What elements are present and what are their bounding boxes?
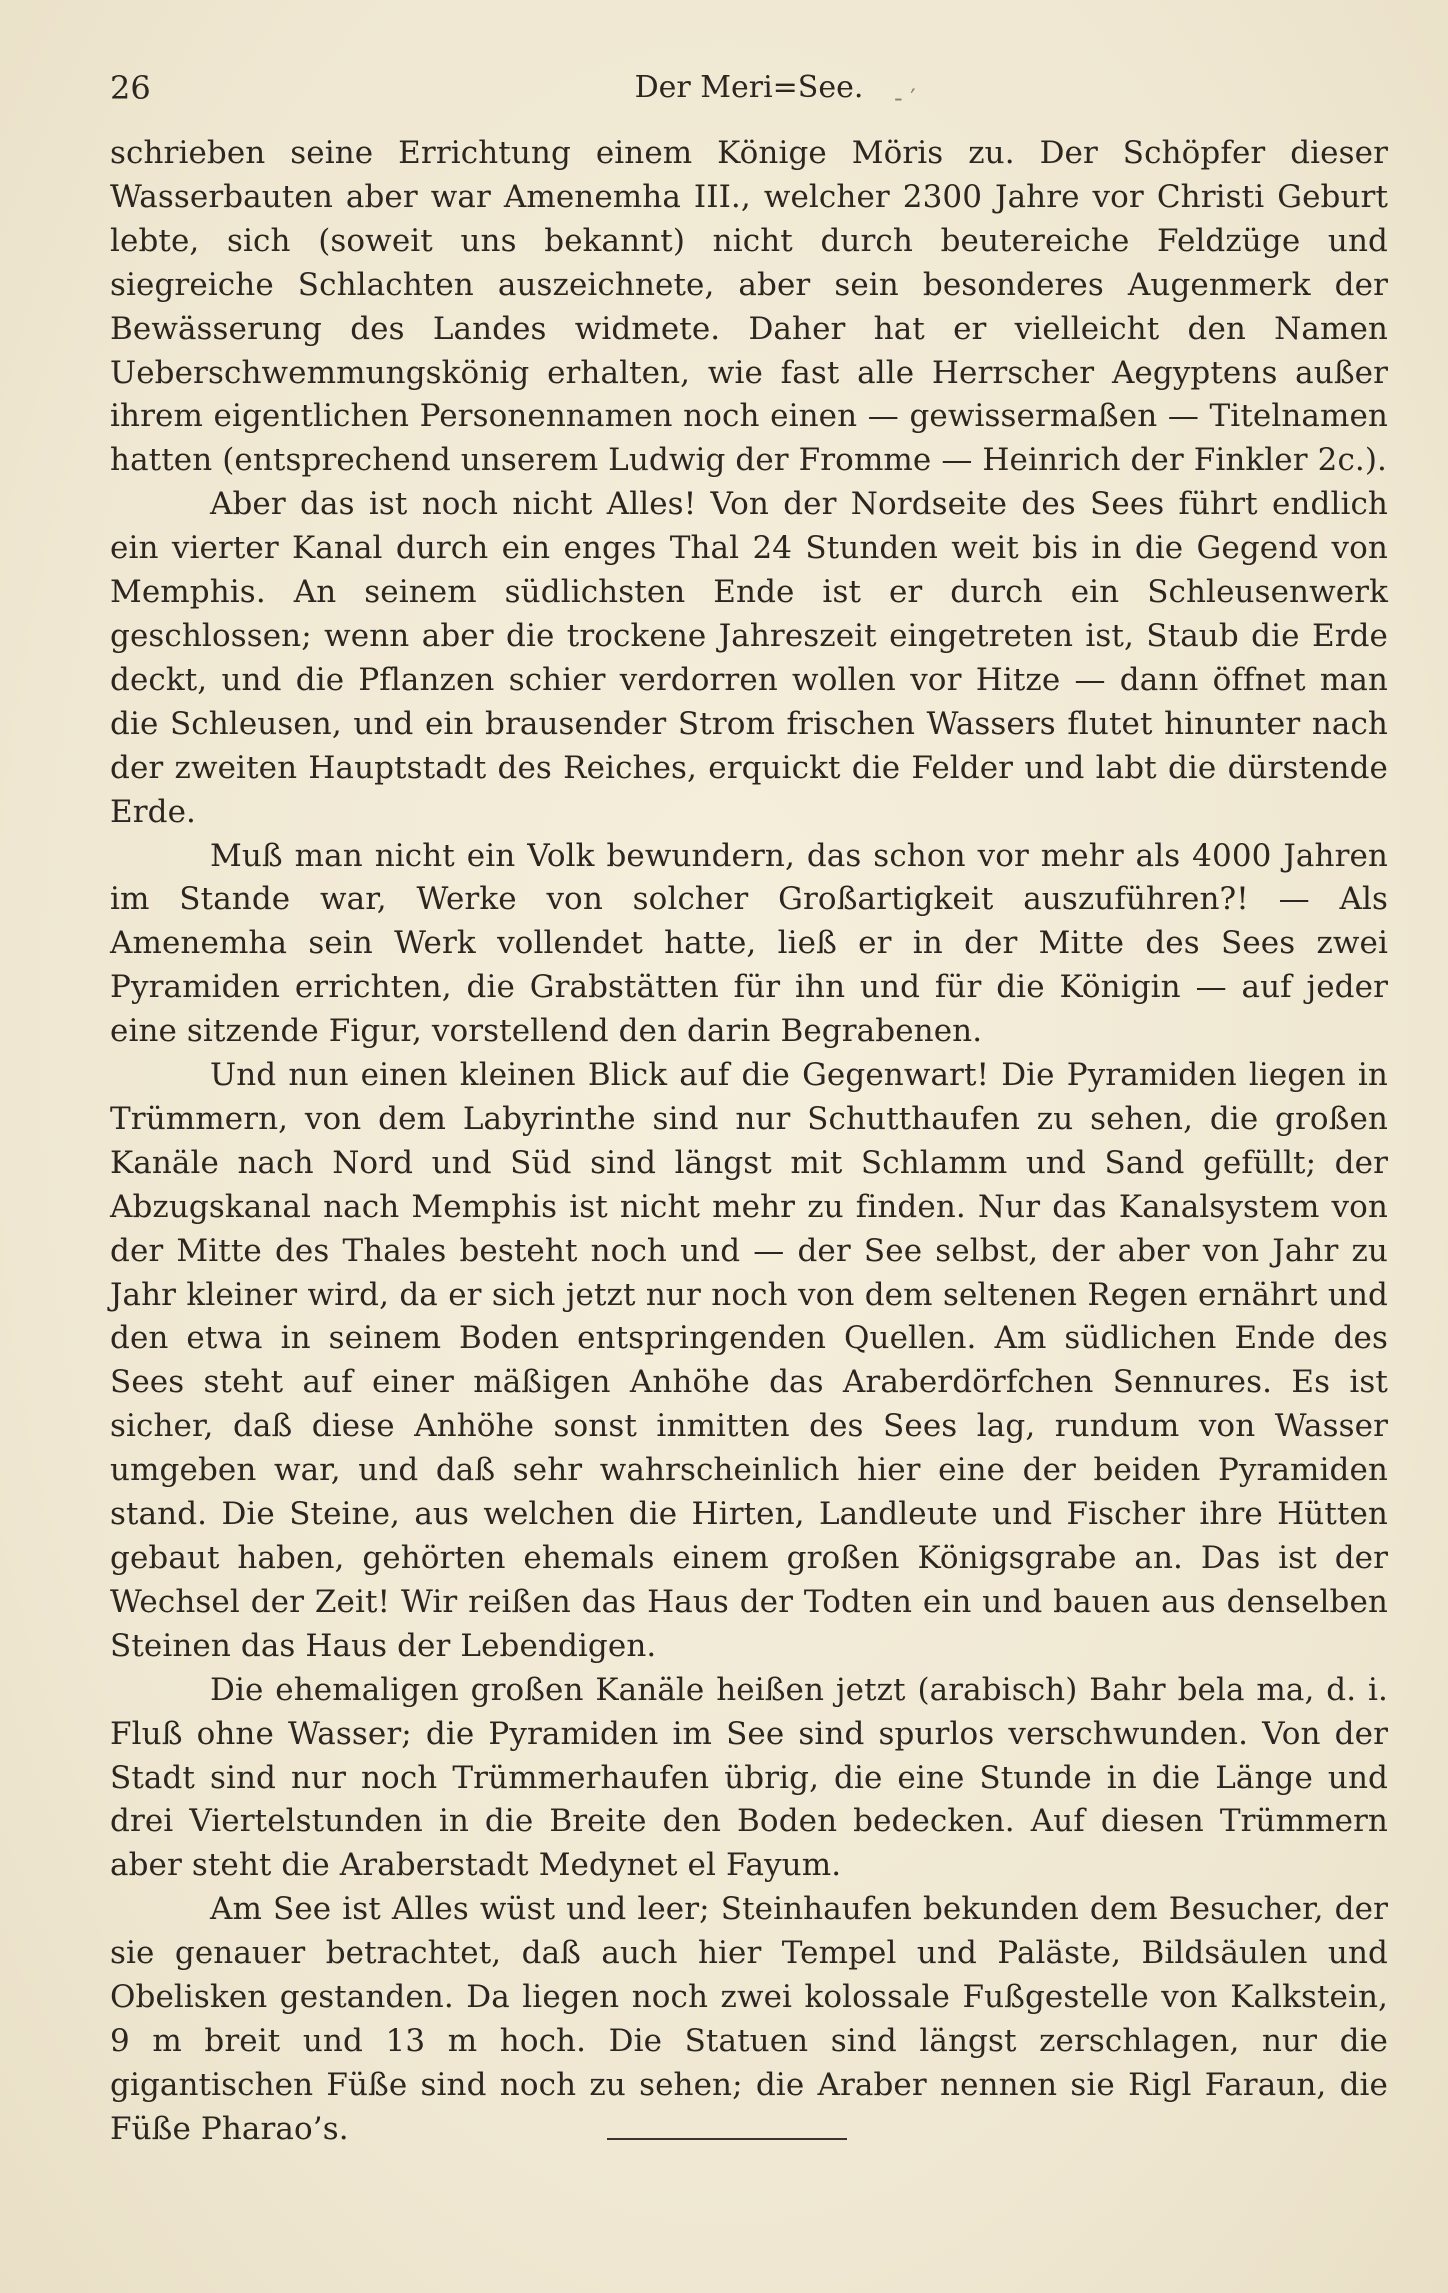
closing-rule bbox=[607, 2138, 847, 2140]
paragraph-2: Aber das ist noch nicht Alles! Von der Nordseite des Sees führt endlich ein vierter Kanal durch ein enges Thal 24 Stunden weit bis in die Gegend von Memphis. An seinem südlichsten Ende ist er durch ein Schleusenwerk geschlossen; wenn aber die trockene Jahreszeit eingetreten ist, Staub die Erde deckt, und die Pflanzen schier verdorren wollen vor Hitze — dann öffnet man die Schleusen, und ein brausender Strom frischen Wassers flutet hinunter nach der zweiten Hauptstadt des Reiches, erquickt die Felder und labt die dürstende Erde. bbox=[110, 486, 1388, 830]
paragraph-3: Muß man nicht ein Volk bewundern, das schon vor mehr als 4000 Jahren im Stande war, Werke von solcher Großartigkeit auszuführen?! — Als Amenemha sein Werk vollendet hatte, ließ er in der Mitte des Sees zwei Pyramiden errichten, die Grabstätten für ihn und für die Königin — auf jeder eine sitzende Figur, vorstellend den darin Begrabenen. bbox=[110, 837, 1388, 1050]
paragraph-1: schrieben seine Errichtung einem Könige Möris zu. Der Schöpfer dieser Wasserbauten aber war Amenemha III., welcher 2300 Jahre vor Christi Geburt lebte, sich (soweit uns bekannt) nicht durch beutereiche Feldzüge und siegreiche Schlachten auszeichnete, aber sein besonderes Augenmerk der Bewässerung des Landes widmete. Daher hat er vielleicht den Namen Ueberschwemmungskönig erhalten, wie fast alle Herrscher Aegyptens außer ihrem eigentlichen Personennamen noch einen — gewissermaßen — Titelnamen hatten (entsprechend unserem Ludwig der Fromme — Heinrich der Finkler 2c.). bbox=[110, 135, 1388, 479]
paragraph-6: Am See ist Alles wüst und leer; Steinhaufen bekunden dem Besucher, der sie genauer betrachtet, daß auch hier Tempel und Paläste, Bildsäulen und Obelisken gestanden. Da liegen noch zwei kolossale Fußgestelle von Kalkstein, 9 m breit und 13 m hoch. Die Statuen sind längst zerschlagen, nur die gigantischen Füße sind noch zu sehen; die Araber nennen sie Rigl Faraun, die Füße Pharao’s. bbox=[110, 1891, 1388, 2147]
margin-mark: - ′ bbox=[894, 84, 916, 112]
paragraph-4: Und nun einen kleinen Blick auf die Gegenwart! Die Pyramiden liegen in Trümmern, von dem Labyrinthe sind nur Schutthaufen zu sehen, die großen Kanäle nach Nord und Süd sind längst mit Schlamm und Sand gefüllt; der Abzugskanal nach Memphis ist nicht mehr zu finden. Nur das Kanalsystem von der Mitte des Thales besteht noch und — der See selbst, der aber von Jahr zu Jahr kleiner wird, da er sich jetzt nur noch von dem seltenen Regen ernährt und den etwa in seinem Boden entspringenden Quellen. Am südlichen Ende des Sees steht auf einer mäßigen Anhöhe das Araberdörfchen Sennures. Es ist sicher, daß diese Anhöhe sonst inmitten des Sees lag, rundum von Wasser umgeben war, und daß sehr wahrscheinlich hier eine der beiden Pyramiden stand. Die Steine, aus welchen die Hirten, Landleute und Fischer ihre Hütten gebaut haben, gehörten ehemals einem großen Königsgrabe an. Das ist der Wechsel der Zeit! Wir reißen das Haus der Todten ein und bauen aus denselben Steinen das Haus der Lebendigen. bbox=[110, 1057, 1388, 1664]
page-header bbox=[110, 66, 1388, 110]
page-number: 26 bbox=[110, 69, 151, 107]
paragraph-5: Die ehemaligen großen Kanäle heißen jetzt (arabisch) Bahr bela ma, d. i. Fluß ohne Wasser; die Pyramiden im See sind spurlos verschwunden. Von der Stadt sind nur noch Trümmerhaufen übrig, die eine Stunde in die Länge und drei Viertelstunden in die Breite den Boden bedecken. Auf diesen Trümmern aber steht die Araberstadt Medynet el Fayum. bbox=[110, 1671, 1388, 1884]
body-text bbox=[110, 132, 1388, 2152]
running-head: Der Meri=See. bbox=[634, 70, 864, 105]
